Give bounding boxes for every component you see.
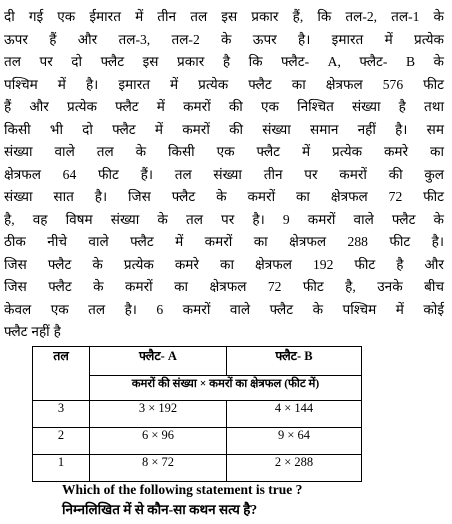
floor-cell: 3 bbox=[33, 401, 90, 428]
question-english: Which of the following statement is true ? bbox=[62, 482, 303, 497]
paragraph-line: दी गई एक ईमारत में तीन तल इस प्रकार हैं, कि तल-2, तल-1 के bbox=[4, 9, 444, 24]
flat-a-cell: 3 × 192 bbox=[90, 401, 227, 428]
problem-paragraph bbox=[4, 6, 444, 344]
table-subheader: कमरों की संख्या × कमरों का क्षेत्रफल (फीट में) bbox=[90, 376, 362, 401]
paragraph-line: हैं और प्रत्येक फ्लैट में कमरों की एक निश्चित संख्या है तथा bbox=[4, 99, 444, 114]
flat-b-cell: 4 × 144 bbox=[227, 401, 362, 428]
header-flat-a: फ्लैट- A bbox=[90, 347, 227, 376]
flat-a-cell: 6 × 96 bbox=[90, 428, 227, 455]
paragraph-line: किसी भी दो फ्लैट में कमरों की संख्या समान नहीं है। सम bbox=[4, 121, 444, 137]
table-header-row bbox=[33, 347, 362, 376]
flat-b-cell: 2 × 288 bbox=[227, 455, 362, 482]
paragraph-line: जिस फ्लैट के प्रत्येक कमरे का क्षेत्रफल 192 फीट है और bbox=[4, 256, 444, 272]
floor-cell: 1 bbox=[33, 455, 90, 482]
paragraph-line: पश्चिम में है। इमारत में प्रत्येक फ्लैट का क्षेत्रफल 576 फीट bbox=[4, 76, 444, 92]
paragraph-line: ठीक नीचे वाले फ्लैट में कमरों का क्षेत्रफल 288 फीट है। bbox=[4, 234, 444, 249]
paragraph-line: जिस फ्लैट के कमरों का क्षेत्रफल 72 फीट है, उनके बीच bbox=[4, 279, 444, 294]
flats-table bbox=[32, 346, 362, 482]
table-row bbox=[33, 401, 362, 428]
flat-a-cell: 8 × 72 bbox=[90, 455, 227, 482]
floor-cell: 2 bbox=[33, 428, 90, 455]
header-flat-b: फ्लैट- B bbox=[227, 347, 362, 376]
paragraph-line: संख्या वाले तल के किसी एक फ्लैट में प्रत्येक कमरे का bbox=[4, 144, 444, 159]
paragraph-line: केवल एक तल है। 6 कमरों वाले फ्लैट के पश्चिम में कोई bbox=[4, 301, 444, 317]
paragraph-line: ऊपर हैं और तल-3, तल-2 के ऊपर है। इमारत में प्रत्येक bbox=[4, 31, 444, 47]
paragraph-line: तल पर दो फ्लैट इस प्रकार है कि फ्लैट- A, फ्लैट- B के bbox=[4, 54, 444, 69]
question-hindi: निम्नलिखित में से कौन-सा कथन सत्य है? bbox=[62, 502, 258, 517]
paragraph-line: फ्लैट नहीं है bbox=[4, 324, 61, 339]
paragraph-line: संख्या सात है। जिस फ्लैट के कमरों का क्षेत्रफल 72 फीट bbox=[4, 189, 444, 204]
header-floor: तल bbox=[33, 347, 90, 401]
flat-b-cell: 9 × 64 bbox=[227, 428, 362, 455]
paragraph-line: क्षेत्रफल 64 फीट हैं। तल संख्या तीन पर कमरों की कुल bbox=[4, 166, 444, 182]
paragraph-line: है, वह विषम संख्या के तल पर है। 9 कमरों वाले फ्लैट के bbox=[4, 211, 444, 227]
table-row bbox=[33, 428, 362, 455]
table-row bbox=[33, 455, 362, 482]
